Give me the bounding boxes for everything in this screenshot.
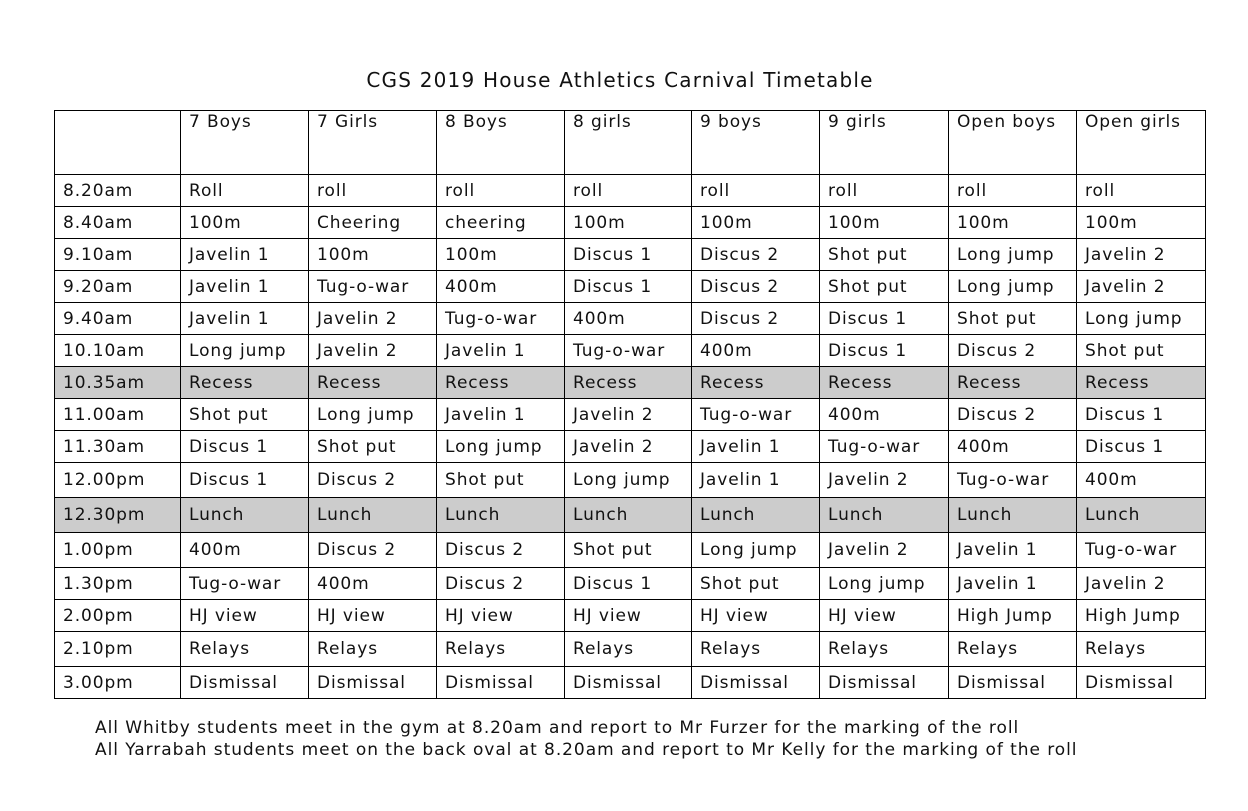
time-cell: 8.20am: [55, 175, 181, 207]
event-cell: Discus 1: [820, 335, 949, 367]
table-row: [55, 399, 1206, 431]
event-cell: Relays: [820, 632, 949, 667]
event-cell: Long jump: [181, 335, 309, 367]
event-cell: Shot put: [437, 463, 565, 498]
event-cell: Discus 1: [1077, 431, 1206, 463]
event-cell: Javelin 2: [1077, 271, 1206, 303]
event-cell: 400m: [309, 568, 437, 600]
event-cell: Discus 1: [565, 271, 692, 303]
event-cell: Recess: [820, 367, 949, 399]
event-cell: Lunch: [565, 498, 692, 533]
event-cell: Cheering: [309, 207, 437, 239]
event-cell: Long jump: [437, 431, 565, 463]
event-cell: 400m: [565, 303, 692, 335]
time-cell: 10.10am: [55, 335, 181, 367]
event-cell: Dismissal: [949, 667, 1077, 699]
event-cell: Tug-o-war: [181, 568, 309, 600]
event-cell: roll: [692, 175, 820, 207]
event-cell: Relays: [181, 632, 309, 667]
table-row: [55, 303, 1206, 335]
event-cell: Dismissal: [692, 667, 820, 699]
break-row: [55, 367, 1206, 399]
column-header: 8 girls: [565, 111, 692, 175]
event-cell: Relays: [437, 632, 565, 667]
notes: [95, 717, 1077, 761]
event-cell: Discus 1: [1077, 399, 1206, 431]
event-cell: Shot put: [820, 239, 949, 271]
event-cell: Lunch: [949, 498, 1077, 533]
column-header: Open girls: [1077, 111, 1206, 175]
table-row: [55, 207, 1206, 239]
event-cell: Discus 1: [820, 303, 949, 335]
event-cell: Javelin 2: [820, 533, 949, 568]
event-cell: 400m: [949, 431, 1077, 463]
table-row: [55, 175, 1206, 207]
event-cell: Discus 1: [181, 463, 309, 498]
time-cell: 1.30pm: [55, 568, 181, 600]
event-cell: Javelin 1: [181, 239, 309, 271]
event-cell: Shot put: [1077, 335, 1206, 367]
table-row: [55, 600, 1206, 632]
column-header: 9 girls: [820, 111, 949, 175]
event-cell: Discus 2: [949, 335, 1077, 367]
event-cell: Shot put: [565, 533, 692, 568]
event-cell: roll: [437, 175, 565, 207]
event-cell: Tug-o-war: [565, 335, 692, 367]
time-cell: 2.00pm: [55, 600, 181, 632]
event-cell: Javelin 2: [309, 303, 437, 335]
table-row: [55, 239, 1206, 271]
event-cell: Long jump: [820, 568, 949, 600]
event-cell: Recess: [1077, 367, 1206, 399]
event-cell: roll: [565, 175, 692, 207]
event-cell: Recess: [309, 367, 437, 399]
event-cell: Lunch: [1077, 498, 1206, 533]
event-cell: Javelin 2: [1077, 239, 1206, 271]
event-cell: 100m: [1077, 207, 1206, 239]
time-cell: 2.10pm: [55, 632, 181, 667]
event-cell: Shot put: [309, 431, 437, 463]
time-cell: 12.00pm: [55, 463, 181, 498]
event-cell: Shot put: [949, 303, 1077, 335]
table-row: [55, 667, 1206, 699]
event-cell: Discus 2: [692, 271, 820, 303]
event-cell: Javelin 1: [181, 271, 309, 303]
event-cell: HJ view: [181, 600, 309, 632]
event-cell: 400m: [1077, 463, 1206, 498]
event-cell: Roll: [181, 175, 309, 207]
event-cell: Tug-o-war: [692, 399, 820, 431]
event-cell: Javelin 1: [949, 533, 1077, 568]
event-cell: Relays: [949, 632, 1077, 667]
event-cell: Tug-o-war: [820, 431, 949, 463]
time-cell: 11.30am: [55, 431, 181, 463]
event-cell: 400m: [692, 335, 820, 367]
event-cell: Discus 2: [309, 463, 437, 498]
event-cell: Javelin 1: [437, 335, 565, 367]
event-cell: High Jump: [1077, 600, 1206, 632]
event-cell: Shot put: [820, 271, 949, 303]
event-cell: 100m: [565, 207, 692, 239]
event-cell: Lunch: [181, 498, 309, 533]
time-cell: 12.30pm: [55, 498, 181, 533]
event-cell: Long jump: [692, 533, 820, 568]
event-cell: 400m: [820, 399, 949, 431]
time-cell: 8.40am: [55, 207, 181, 239]
event-cell: HJ view: [309, 600, 437, 632]
note-line: All Whitby students meet in the gym at 8.20am and report to Mr Furzer for the marking of the roll: [95, 718, 1020, 738]
table-row: [55, 431, 1206, 463]
event-cell: HJ view: [565, 600, 692, 632]
column-header: 7 Boys: [181, 111, 309, 175]
event-cell: Long jump: [309, 399, 437, 431]
timetable: [54, 110, 1206, 699]
event-cell: Long jump: [565, 463, 692, 498]
event-cell: Relays: [692, 632, 820, 667]
event-cell: Long jump: [949, 239, 1077, 271]
event-cell: Discus 1: [181, 431, 309, 463]
event-cell: Relays: [565, 632, 692, 667]
event-cell: Tug-o-war: [1077, 533, 1206, 568]
event-cell: Lunch: [309, 498, 437, 533]
column-header: 9 boys: [692, 111, 820, 175]
event-cell: Javelin 2: [565, 431, 692, 463]
event-cell: Discus 2: [437, 533, 565, 568]
event-cell: Relays: [1077, 632, 1206, 667]
event-cell: Javelin 2: [565, 399, 692, 431]
table-row: [55, 533, 1206, 568]
event-cell: Discus 2: [309, 533, 437, 568]
event-cell: Long jump: [949, 271, 1077, 303]
time-cell: 10.35am: [55, 367, 181, 399]
note-line: All Yarrabah students meet on the back oval at 8.20am and report to Mr Kelly for the marking of the roll: [95, 740, 1078, 760]
event-cell: Discus 1: [565, 568, 692, 600]
event-cell: Recess: [181, 367, 309, 399]
event-cell: Dismissal: [1077, 667, 1206, 699]
event-cell: 100m: [949, 207, 1077, 239]
event-cell: Recess: [565, 367, 692, 399]
time-cell: 3.00pm: [55, 667, 181, 699]
column-header: 7 Girls: [309, 111, 437, 175]
event-cell: Recess: [692, 367, 820, 399]
event-cell: Javelin 1: [949, 568, 1077, 600]
event-cell: roll: [1077, 175, 1206, 207]
event-cell: 100m: [309, 239, 437, 271]
time-cell: 1.00pm: [55, 533, 181, 568]
event-cell: Javelin 2: [1077, 568, 1206, 600]
table-row: [55, 568, 1206, 600]
event-cell: HJ view: [820, 600, 949, 632]
event-cell: Discus 2: [692, 303, 820, 335]
event-cell: Dismissal: [181, 667, 309, 699]
header-row: [55, 111, 1206, 175]
header-cell-corner: [55, 111, 181, 175]
event-cell: 100m: [692, 207, 820, 239]
time-cell: 9.20am: [55, 271, 181, 303]
event-cell: Long jump: [1077, 303, 1206, 335]
event-cell: Discus 2: [692, 239, 820, 271]
event-cell: Shot put: [692, 568, 820, 600]
event-cell: Shot put: [181, 399, 309, 431]
time-cell: 9.10am: [55, 239, 181, 271]
event-cell: Dismissal: [820, 667, 949, 699]
event-cell: Discus 2: [437, 568, 565, 600]
break-row: [55, 498, 1206, 533]
event-cell: Dismissal: [437, 667, 565, 699]
event-cell: roll: [309, 175, 437, 207]
event-cell: 100m: [437, 239, 565, 271]
event-cell: Javelin 2: [820, 463, 949, 498]
event-cell: Tug-o-war: [949, 463, 1077, 498]
event-cell: Lunch: [437, 498, 565, 533]
event-cell: Discus 1: [565, 239, 692, 271]
event-cell: HJ view: [437, 600, 565, 632]
column-header: 8 Boys: [437, 111, 565, 175]
table-row: [55, 632, 1206, 667]
event-cell: High Jump: [949, 600, 1077, 632]
event-cell: Javelin 2: [309, 335, 437, 367]
event-cell: Javelin 1: [437, 399, 565, 431]
time-cell: 11.00am: [55, 399, 181, 431]
event-cell: roll: [949, 175, 1077, 207]
event-cell: HJ view: [692, 600, 820, 632]
event-cell: Javelin 1: [692, 431, 820, 463]
table-row: [55, 271, 1206, 303]
event-cell: Javelin 1: [692, 463, 820, 498]
column-header: Open boys: [949, 111, 1077, 175]
event-cell: Tug-o-war: [309, 271, 437, 303]
event-cell: Recess: [437, 367, 565, 399]
event-cell: Lunch: [692, 498, 820, 533]
table-row: [55, 335, 1206, 367]
event-cell: Recess: [949, 367, 1077, 399]
event-cell: Discus 2: [949, 399, 1077, 431]
table-row: [55, 463, 1206, 498]
event-cell: Javelin 1: [181, 303, 309, 335]
event-cell: cheering: [437, 207, 565, 239]
event-cell: Relays: [309, 632, 437, 667]
event-cell: 400m: [437, 271, 565, 303]
event-cell: 400m: [181, 533, 309, 568]
event-cell: Tug-o-war: [437, 303, 565, 335]
event-cell: roll: [820, 175, 949, 207]
event-cell: Lunch: [820, 498, 949, 533]
page-title: CGS 2019 House Athletics Carnival Timetable: [366, 68, 874, 92]
event-cell: 100m: [820, 207, 949, 239]
event-cell: 100m: [181, 207, 309, 239]
event-cell: Dismissal: [565, 667, 692, 699]
event-cell: Dismissal: [309, 667, 437, 699]
time-cell: 9.40am: [55, 303, 181, 335]
